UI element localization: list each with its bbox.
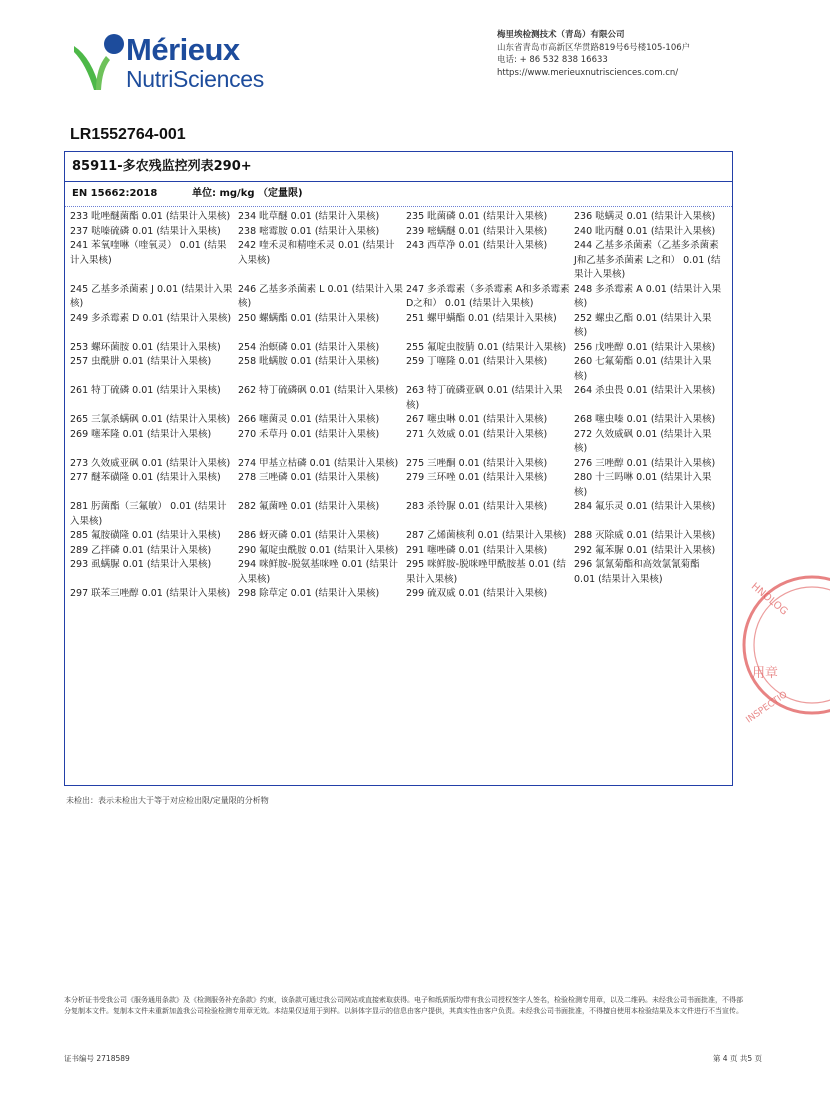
table-row: [70, 341, 725, 356]
table-row: [70, 355, 725, 384]
analyte-cell: 296 氯氰菊酯和高效氯氰菊酯 0.01 (结果计入果核): [574, 559, 700, 585]
analyte-cell: 241 苯氧喹啉（喹氧灵） 0.01 (结果计入果核): [70, 240, 227, 266]
certificate-number: 证书编号 2718589: [64, 1054, 130, 1063]
table-row: [70, 210, 725, 225]
analyte-cell: 244 乙基多杀菌素（乙基多杀菌素 J和乙基多杀菌素 L之和） 0.01 (结果计入果核): [574, 240, 721, 280]
table-row: [70, 312, 725, 341]
company-website[interactable]: https://www.merieuxnutrisciences.com.cn/: [497, 67, 679, 78]
analyte-cell: 262 特丁硫磷砜 0.01 (结果计入果核): [238, 385, 399, 396]
stamp-text-top: HNOLOG: [748, 581, 790, 618]
table-row: [70, 457, 725, 472]
table-row: [70, 500, 725, 529]
footnote: 未检出：表示未检出大于等于对应检出限/定量限的分析物: [66, 796, 269, 805]
analyte-cell: 247 多杀霉素（多杀霉素 A和多杀霉素 D之和） 0.01 (结果计入果核): [406, 283, 570, 309]
method-standard: EN 15662:2018: [72, 188, 158, 199]
analyte-cell: 236 哒螨灵 0.01 (结果计入果核): [574, 211, 716, 222]
analyte-cell: 255 氟啶虫胺腈 0.01 (结果计入果核): [406, 341, 567, 353]
analyte-cell: 251 螺甲螨酯 0.01 (结果计入果核): [406, 312, 557, 324]
table-row: [70, 587, 725, 602]
analyte-cell: 297 联苯三唑醇 0.01 (结果计入果核): [70, 588, 231, 599]
company-logo: [70, 28, 270, 94]
analyte-cell: 288 灭除威 0.01 (结果计入果核): [574, 530, 716, 541]
logo-mark-icon: [70, 28, 130, 94]
analyte-cell: 275 三唑酮 0.01 (结果计入果核): [406, 457, 548, 469]
analyte-cell: 238 嘧霉胺 0.01 (结果计入果核): [238, 225, 380, 237]
analyte-cell: 256 戊唑醇 0.01 (结果计入果核): [574, 341, 716, 353]
analyte-cell: 266 噻菌灵 0.01 (结果计入果核): [238, 414, 380, 425]
method-row: [65, 182, 732, 207]
analyte-cell: 253 螺环菌胺 0.01 (结果计入果核): [70, 341, 221, 353]
analyte-cell: 298 除草定 0.01 (结果计入果核): [238, 588, 380, 599]
stamp-text-mid: 用章: [752, 666, 779, 681]
analyte-cell: 243 西草净 0.01 (结果计入果核): [406, 240, 548, 251]
analyte-cell: 237 哒嗪硫磷 0.01 (结果计入果核): [70, 225, 221, 237]
analyte-cell: 250 螺螨酯 0.01 (结果计入果核): [238, 312, 380, 324]
table-row: [70, 384, 725, 413]
table-row: [70, 558, 725, 587]
analyte-cell: 235 吡菌磷 0.01 (结果计入果核): [406, 211, 548, 222]
analyte-cell: 242 喹禾灵和精喹禾灵 0.01 (结果计入果核): [238, 240, 395, 266]
analyte-cell: 287 乙烯菌核利 0.01 (结果计入果核): [406, 530, 567, 541]
analyte-cell: 282 氟菌唑 0.01 (结果计入果核): [238, 501, 380, 512]
analyte-cell: 245 乙基多杀菌素 J 0.01 (结果计入果核): [70, 283, 233, 309]
analyte-cell: 293 虱螨脲 0.01 (结果计入果核): [70, 559, 212, 570]
results-box: [64, 151, 733, 786]
analyte-cell: 277 醚苯磺隆 0.01 (结果计入果核): [70, 472, 221, 483]
analyte-cell: 278 三唑磷 0.01 (结果计入果核): [238, 472, 380, 483]
report-number: LR1552764-001: [70, 126, 186, 143]
analyte-cell: [574, 587, 725, 602]
analyte-cell: 286 蚜灭磷 0.01 (结果计入果核): [238, 530, 380, 541]
analyte-cell: 257 虫酰肼 0.01 (结果计入果核): [70, 356, 212, 367]
table-row: [70, 544, 725, 559]
table-row: [70, 471, 725, 500]
logo-text-merieux: Mérieux: [126, 32, 240, 67]
analyte-cell: 239 嘧螨醚 0.01 (结果计入果核): [406, 225, 548, 237]
logo-text-nutrisciences: NutriSciences: [126, 66, 264, 92]
analyte-cell: 299 硫双威 0.01 (结果计入果核): [406, 588, 548, 599]
analyte-cell: 252 螺虫乙酯 0.01 (结果计入果核): [574, 312, 712, 338]
official-stamp: [740, 565, 830, 725]
analyte-cell: 294 咪鲜胺-脱氨基咪唑 0.01 (结果计入果核): [238, 559, 398, 585]
stamp-text-side: INSPECTIO: [744, 689, 790, 726]
company-phone: 电话: + 86 532 838 16633: [497, 55, 608, 65]
analyte-cell: 295 咪鲜胺-脱咪唑甲酰胺基 0.01 (结果计入果核): [406, 559, 566, 585]
table-row: [70, 428, 725, 457]
table-row: [70, 239, 725, 283]
analyte-grid: [70, 210, 725, 602]
table-row: [70, 529, 725, 544]
analyte-cell: 259 丁噻隆 0.01 (结果计入果核): [406, 356, 548, 367]
unit-label: 单位: mg/kg （定量限): [192, 188, 303, 199]
page-number: 第 4 页 共5 页: [712, 1054, 762, 1063]
disclaimer: 本分析证书受我公司《服务通用条款》及《检测服务补充条款》约束，该条款可通过我公司网站或直接索取获得。电子和纸质版均带有我公司授权签字人签名，检验检测专用章，以及二维码。未经我公司书面批准，不得部分复制本文件。复制本文件未重新加盖我公司检验检测专用章无效。本结果仅适用于到样。以斜体字显示的信息由客户提供，其真实性由客户负责。未经我公司书面批准，不得擅自使用本检验结果及本文件进行不当宣传。: [64, 996, 743, 1015]
analyte-cell: 274 甲基立枯磷 0.01 (结果计入果核): [238, 457, 399, 469]
analyte-cell: 291 噻唑磷 0.01 (结果计入果核): [406, 544, 548, 556]
analyte-cell: 264 杀虫畏 0.01 (结果计入果核): [574, 385, 716, 396]
analyte-cell: 240 吡丙醚 0.01 (结果计入果核): [574, 225, 716, 237]
section-title: 85911-多农残监控列表290+: [65, 152, 732, 182]
analyte-cell: 261 特丁硫磷 0.01 (结果计入果核): [70, 385, 221, 396]
company-name: 梅里埃检测技术（青岛）有限公司: [497, 30, 625, 40]
analyte-cell: 234 吡草醚 0.01 (结果计入果核): [238, 211, 380, 222]
company-info: [497, 29, 690, 79]
analyte-cell: 271 久效威 0.01 (结果计入果核): [406, 428, 548, 440]
analyte-cell: 248 多杀霉素 A 0.01 (结果计入果核): [574, 283, 722, 309]
analyte-cell: 233 吡唑醚菌酯 0.01 (结果计入果核): [70, 211, 231, 222]
analyte-cell: 279 三环唑 0.01 (结果计入果核): [406, 472, 548, 483]
analyte-cell: 285 氟胺磺隆 0.01 (结果计入果核): [70, 530, 221, 541]
analyte-cell: 268 噻虫嗪 0.01 (结果计入果核): [574, 414, 716, 425]
analyte-cell: 270 禾草丹 0.01 (结果计入果核): [238, 428, 380, 440]
analyte-cell: 258 吡螨胺 0.01 (结果计入果核): [238, 356, 380, 367]
analyte-cell: 292 氟苯脲 0.01 (结果计入果核): [574, 544, 716, 556]
analyte-cell: 272 久效威砜 0.01 (结果计入果核): [574, 428, 712, 454]
analyte-cell: 283 杀铃脲 0.01 (结果计入果核): [406, 501, 548, 512]
table-row: [70, 225, 725, 240]
table-row: [70, 413, 725, 428]
analyte-cell: 249 多杀霉素 D 0.01 (结果计入果核): [70, 312, 232, 324]
analyte-cell: 265 三氯杀螨砜 0.01 (结果计入果核): [70, 414, 231, 425]
analyte-cell: 267 噻虫啉 0.01 (结果计入果核): [406, 414, 548, 425]
analyte-cell: 276 三唑醇 0.01 (结果计入果核): [574, 457, 716, 469]
analyte-cell: 290 氟啶虫酰胺 0.01 (结果计入果核): [238, 544, 399, 556]
analyte-cell: 246 乙基多杀菌素 L 0.01 (结果计入果核): [238, 283, 403, 309]
analyte-cell: 263 特丁硫磷亚砜 0.01 (结果计入果核): [406, 385, 563, 411]
analyte-cell: 269 噻苯隆 0.01 (结果计入果核): [70, 428, 212, 440]
analyte-cell: 284 氟乐灵 0.01 (结果计入果核): [574, 501, 716, 512]
stamp-seal-icon: [740, 565, 830, 725]
analyte-cell: 260 七氟菊酯 0.01 (结果计入果核): [574, 356, 712, 382]
analyte-cell: 281 肟菌酯（三氟敏） 0.01 (结果计入果核): [70, 501, 227, 527]
table-row: [70, 283, 725, 312]
analyte-cell: 254 治螟磷 0.01 (结果计入果核): [238, 341, 380, 353]
analyte-cell: 280 十三吗啉 0.01 (结果计入果核): [574, 472, 712, 498]
analyte-cell: 289 乙拌磷 0.01 (结果计入果核): [70, 544, 212, 556]
analyte-cell: 273 久效威亚砜 0.01 (结果计入果核): [70, 457, 231, 469]
company-address: 山东省青岛市高新区华贯路819号6号楼105-106户: [497, 42, 691, 53]
